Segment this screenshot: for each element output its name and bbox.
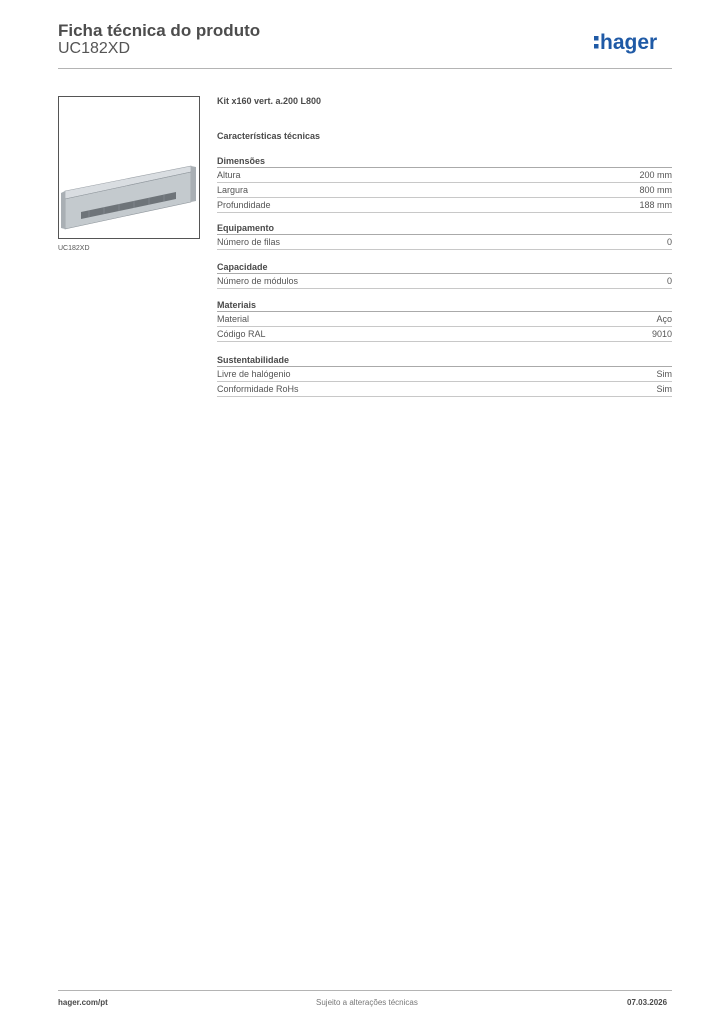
image-caption: UC182XD [58, 245, 90, 252]
footer-note: Sujeito a alterações técnicas [316, 998, 418, 1007]
spec-value: Sim [656, 369, 672, 379]
spec-row [217, 327, 672, 342]
spec-label: Livre de halógenio [217, 369, 291, 379]
spec-label: Largura [217, 185, 249, 195]
footer-divider [58, 990, 672, 991]
section-materials [217, 299, 672, 342]
section-equipment [217, 222, 672, 250]
spec-label: Número de filas [217, 237, 281, 247]
spec-row [217, 168, 672, 183]
spec-value: 200 mm [639, 170, 672, 180]
spec-label: Conformidade RoHs [217, 384, 299, 394]
spec-row [217, 183, 672, 198]
logo-text: hager [600, 31, 658, 54]
spec-value: 0 [666, 237, 672, 247]
spec-row [217, 382, 672, 397]
product-image [58, 96, 200, 239]
spec-row [217, 312, 672, 327]
footer-website-link[interactable]: hager.com/pt [58, 998, 108, 1007]
product-code: UC182XD [58, 40, 131, 57]
footer-date: 07.03.2026 [627, 998, 668, 1007]
section-title: Capacidade [217, 261, 672, 274]
spec-value: 9010 [651, 329, 672, 339]
hager-logo [594, 28, 674, 56]
product-name: Kit x160 vert. a.200 L800 [217, 96, 322, 106]
technical-characteristics-heading: Características técnicas [217, 131, 321, 141]
spec-value: 188 mm [639, 200, 672, 210]
spec-label: Número de módulos [217, 276, 299, 286]
spec-row [217, 235, 672, 250]
section-title: Materiais [217, 299, 672, 312]
spec-label: Material [217, 314, 250, 324]
spec-row [217, 274, 672, 289]
section-capacity [217, 261, 672, 289]
spec-value: Sim [656, 384, 672, 394]
section-title: Equipamento [217, 222, 672, 235]
section-dimensions [217, 155, 672, 213]
spec-label: Profundidade [217, 200, 271, 210]
page-title: Ficha técnica do produto [58, 21, 261, 40]
spec-value: 800 mm [639, 185, 672, 195]
spec-value: 0 [666, 276, 672, 286]
section-title: Sustentabilidade [217, 354, 672, 367]
spec-row [217, 367, 672, 382]
spec-row [217, 198, 672, 213]
section-title: Dimensões [217, 155, 672, 168]
section-sustainability [217, 354, 672, 397]
product-panel-illustration [59, 97, 199, 238]
header-divider [58, 68, 672, 69]
spec-label: Altura [217, 170, 241, 180]
spec-value: Aço [656, 314, 672, 324]
spec-label: Código RAL [217, 329, 266, 339]
